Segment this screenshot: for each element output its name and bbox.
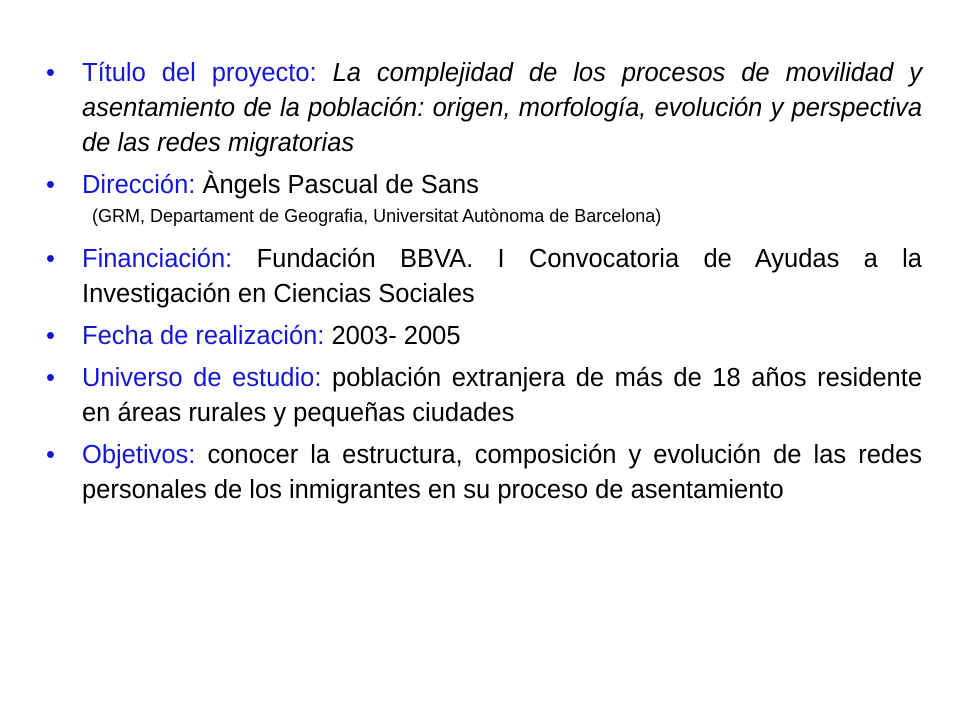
- item-project-title: [46, 56, 922, 161]
- bullet-icon: •: [46, 171, 55, 199]
- funding-label: Financiación:: [82, 245, 233, 273]
- item-date: [46, 319, 922, 354]
- funding-value: Fundación BBVA. I Convocatoria de Ayudas a la Investigación en Ciencias Sociales: [82, 245, 922, 308]
- item-objectives: [46, 438, 922, 508]
- direction-label: Dirección:: [82, 171, 196, 199]
- item-study-universe: [46, 361, 922, 431]
- bullet-icon: •: [46, 364, 55, 392]
- bullet-list: [46, 56, 922, 515]
- project-title-label: Título del proyecto:: [82, 59, 317, 87]
- project-title-value: La complejidad de los procesos de movilidad y asentamiento de la población: origen, morfología, evolución y perspectiva de las redes migratorias: [82, 59, 922, 157]
- objectives-value: conocer la estructura, composición y evolución de las redes personales de los inmigrantes en su proceso de asentamiento: [82, 441, 922, 504]
- direction-affiliation-note: (GRM, Departament de Geografia, Universitat Autònoma de Barcelona): [92, 206, 662, 226]
- item-funding: [46, 242, 922, 312]
- bullet-icon: •: [46, 441, 55, 469]
- date-value: 2003- 2005: [331, 322, 461, 350]
- bullet-icon: •: [46, 245, 55, 273]
- item-direction: [46, 168, 922, 203]
- bullet-icon: •: [46, 322, 55, 350]
- bullet-icon: •: [46, 59, 55, 87]
- study-universe-value: población extranjera de más de 18 años residente en áreas rurales y pequeñas ciudades: [82, 364, 923, 427]
- study-universe-label: Universo de estudio:: [82, 364, 322, 392]
- date-label: Fecha de realización:: [82, 322, 325, 350]
- objectives-label: Objetivos:: [82, 441, 196, 469]
- direction-value: Àngels Pascual de Sans: [202, 171, 479, 199]
